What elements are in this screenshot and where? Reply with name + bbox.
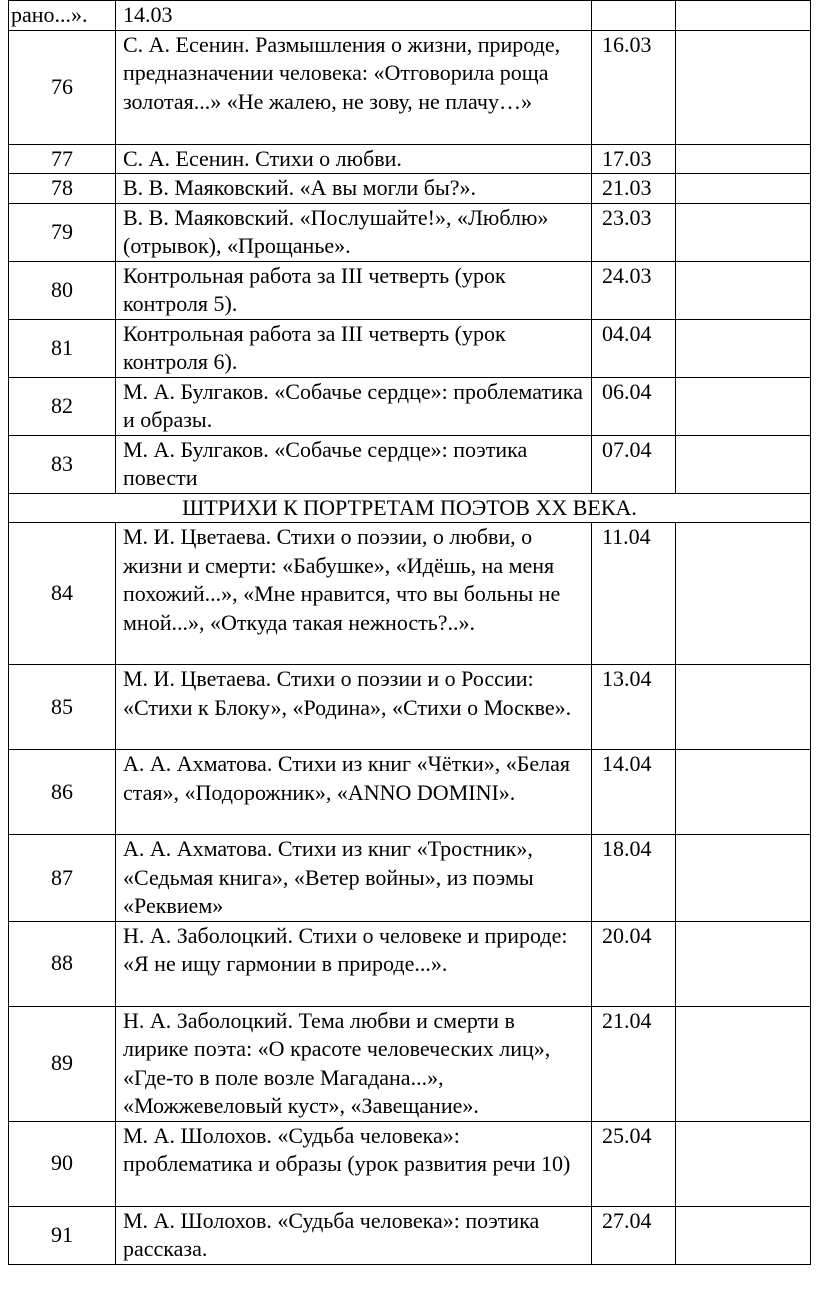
table-row [9,435,811,493]
lesson-number: 81 [9,319,116,377]
topic-fragment: рано...». [9,1,116,31]
lesson-topic: А. А. Ахматова. Стихи из книг «Чётки», «Белая стая», «Подорожник», «ANNO DOMINI». [116,750,592,835]
table-row [9,319,811,377]
empty-cell [676,921,811,1006]
lesson-date: 16.03 [592,30,676,144]
lesson-number: 86 [9,750,116,835]
lesson-topic: Н. А. Заболоцкий. Тема любви и смерти в лирике поэта: «О красоте человеческих лиц», «Где-то в поле возле Магадана...», «Можжевеловый куст», «Завещание». [116,1006,592,1121]
empty-cell [592,1,676,31]
table-row [9,1206,811,1264]
lesson-topic: В. В. Маяковский. «Послушайте!», «Люблю» (отрывок), «Прощанье». [116,203,592,261]
lesson-date: 18.04 [592,835,676,922]
lesson-date: 20.04 [592,921,676,1006]
table-row [9,921,811,1006]
empty-cell [676,435,811,493]
lesson-date: 21.03 [592,174,676,204]
table-row [9,203,811,261]
lesson-number: 76 [9,30,116,144]
section-row [9,493,811,523]
lesson-topic: В. В. Маяковский. «А вы могли бы?». [116,174,592,204]
table-row [9,523,811,665]
lesson-topic: М. А. Булгаков. «Собачье сердце»: проблематика и образы. [116,377,592,435]
empty-cell [676,523,811,665]
lesson-topic: М. И. Цветаева. Стихи о поэзии и о России: «Стихи к Блоку», «Родина», «Стихи о Москве». [116,665,592,750]
lesson-topic: Н. А. Заболоцкий. Стихи о человеке и природе: «Я не ищу гармонии в природе...». [116,921,592,1006]
lesson-number: 89 [9,1006,116,1121]
empty-cell [676,174,811,204]
lesson-date: 13.04 [592,665,676,750]
lesson-topic: С. А. Есенин. Стихи о любви. [116,144,592,174]
table-row [9,665,811,750]
empty-cell [676,1,811,31]
empty-cell [676,203,811,261]
lesson-date: 07.04 [592,435,676,493]
lesson-number: 78 [9,174,116,204]
table-row [9,1006,811,1121]
table-row [9,30,811,144]
empty-cell [676,30,811,144]
lesson-date: 21.04 [592,1006,676,1121]
empty-cell [676,1121,811,1206]
lesson-number: 87 [9,835,116,922]
table-row [9,144,811,174]
lesson-date: 06.04 [592,377,676,435]
empty-cell [676,835,811,922]
lesson-number: 80 [9,261,116,319]
empty-cell [676,319,811,377]
lesson-number: 91 [9,1206,116,1264]
lesson-topic: С. А. Есенин. Размышления о жизни, природе, предназначении человека: «Отговорила роща золотая...» «Не жалею, не зову, не плачу…» [116,30,592,144]
lesson-number: 83 [9,435,116,493]
lesson-number: 85 [9,665,116,750]
lesson-topic: Контрольная работа за III четверть (урок контроля 5). [116,261,592,319]
lesson-topic: Контрольная работа за III четверть (урок контроля 6). [116,319,592,377]
lesson-plan-table [8,0,811,1265]
lesson-date: 24.03 [592,261,676,319]
lesson-number: 88 [9,921,116,1006]
lesson-date: 14.04 [592,750,676,835]
lesson-date: 25.04 [592,1121,676,1206]
section-heading: ШТРИХИ К ПОРТРЕТАМ ПОЭТОВ XX ВЕКА. [9,493,811,523]
table-row [9,835,811,922]
lesson-date: 04.04 [592,319,676,377]
empty-cell [676,665,811,750]
lesson-topic: М. А. Булгаков. «Собачье сердце»: поэтика повести [116,435,592,493]
lesson-date: 17.03 [592,144,676,174]
lesson-number: 84 [9,523,116,665]
lesson-date: 11.04 [592,523,676,665]
lesson-number: 79 [9,203,116,261]
lesson-number: 77 [9,144,116,174]
lesson-topic: М. А. Шолохов. «Судьба человека»: поэтика рассказа. [116,1206,592,1264]
lesson-topic: М. А. Шолохов. «Судьба человека»: проблематика и образы (урок развития речи 10) [116,1121,592,1206]
lesson-number: 90 [9,1121,116,1206]
empty-cell [676,377,811,435]
table-row [9,174,811,204]
lesson-number: 82 [9,377,116,435]
table-row [9,377,811,435]
table-row [9,1121,811,1206]
empty-cell [676,1006,811,1121]
empty-cell [676,750,811,835]
lesson-topic: А. А. Ахматова. Стихи из книг «Тростник», «Седьмая книга», «Ветер войны», из поэмы «Реквием» [116,835,592,922]
empty-cell [676,144,811,174]
lesson-date: 23.03 [592,203,676,261]
empty-cell [676,1206,811,1264]
lesson-date: 27.04 [592,1206,676,1264]
date-fragment: 14.03 [116,1,592,31]
table-row [9,1,811,31]
lesson-topic: М. И. Цветаева. Стихи о поэзии, о любви, о жизни и смерти: «Бабушке», «Идёшь, на меня похожий...», «Мне нравится, что вы больны не мной...», «Откуда такая нежность?..». [116,523,592,665]
table-row [9,750,811,835]
table-row [9,261,811,319]
empty-cell [676,261,811,319]
